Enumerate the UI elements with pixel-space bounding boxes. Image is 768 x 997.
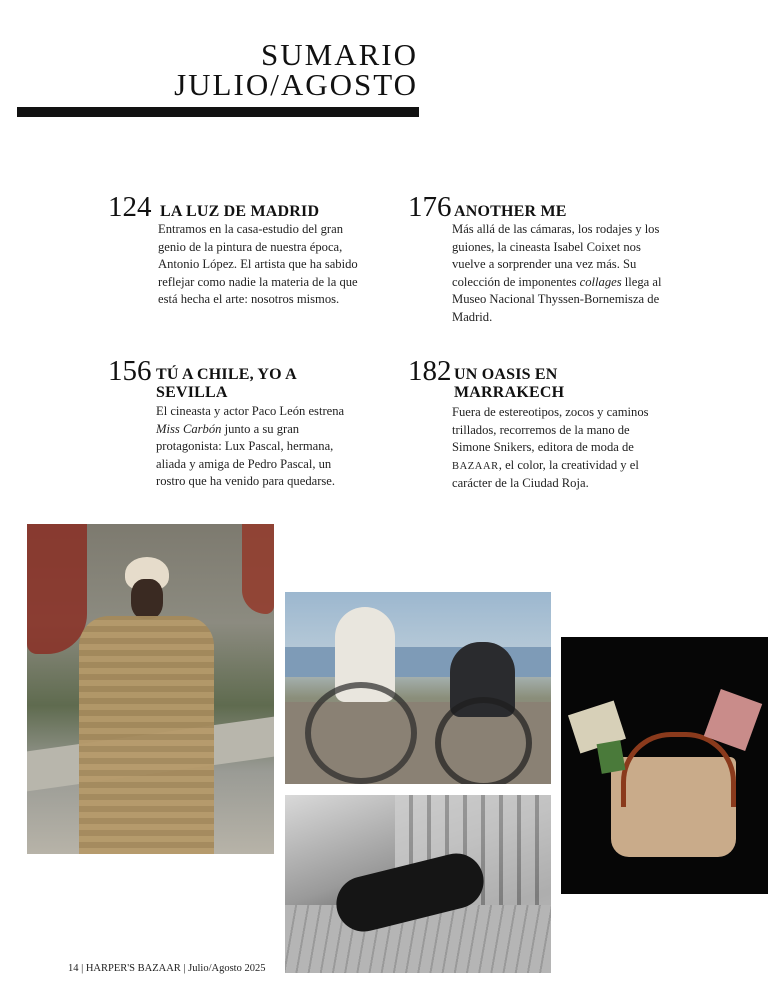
photo-tote-bag[interactable] [561, 637, 768, 894]
text-smallcaps: BAZAAR [452, 460, 499, 472]
page-footer: 14 | HARPER'S BAZAAR | Julio/Agosto 2025 [68, 963, 266, 974]
entry-text [452, 221, 662, 326]
text-part: junto a su gran protagonista: Lux Pascal, hermana, aliada y amiga de Pedro Pascal, un rostro que ha venido para quedarse. [156, 421, 336, 488]
photo-woman-rooftop[interactable] [285, 795, 551, 973]
page-number: 176 [408, 191, 452, 223]
entry-headline: TÚ A CHILE, YO A SEVILLA [156, 366, 296, 401]
photo-woman-checked-suit[interactable] [27, 524, 274, 854]
face [131, 579, 163, 619]
red-plant-right [242, 524, 274, 614]
entry-headline: UN OASIS EN MARRAKECH [454, 366, 565, 401]
book-green [597, 740, 626, 774]
entry-headline: LA LUZ DE MADRID [160, 203, 320, 220]
text-part: Fuera de estereotipos, zocos y caminos trillados, recorremos de la mano de Simone Snikers, editora de moda de [452, 405, 649, 454]
page-number: 182 [408, 355, 452, 387]
checked-suit [79, 616, 214, 854]
title-line-1: SUMARIO [261, 37, 418, 72]
red-plant-left [27, 524, 87, 654]
photo-two-men-mopeds[interactable] [285, 592, 551, 784]
text-part: El cineasta y actor Paco León estrena [156, 404, 345, 418]
text-part: Más allá de las cámaras, los rodajes y los guiones, la cineasta Isabel Coixet nos vuelve a sorprender una vez más. Su colección de imponentes [452, 222, 660, 289]
bag-handle [621, 732, 736, 807]
text-part: llega al Museo Nacional Thyssen-Bornemisza de Madrid. [452, 274, 662, 324]
entry-text [452, 404, 662, 493]
text-italic: collages [579, 274, 622, 289]
title-rule [17, 107, 419, 117]
page-number: 124 [108, 191, 152, 223]
page-number: 156 [108, 355, 152, 387]
text-part: , el color, la creatividad y el carácter de la Ciudad Roja. [452, 457, 639, 490]
title-line-2: JULIO/AGOSTO [174, 67, 418, 102]
entry-text [156, 403, 356, 491]
page-title [174, 37, 418, 102]
entry-headline: ANOTHER ME [454, 203, 567, 220]
moped-right [435, 697, 532, 784]
moped-left [305, 682, 417, 784]
text-italic: Miss Carbón [156, 421, 222, 436]
entry-text: Entramos en la casa-estudio del gran genio de la pintura de nuestra época, Antonio López. El artista que ha sabido reflejar como nadie la materia de la que está hecha el arte: nosotros mismos. [158, 222, 358, 306]
